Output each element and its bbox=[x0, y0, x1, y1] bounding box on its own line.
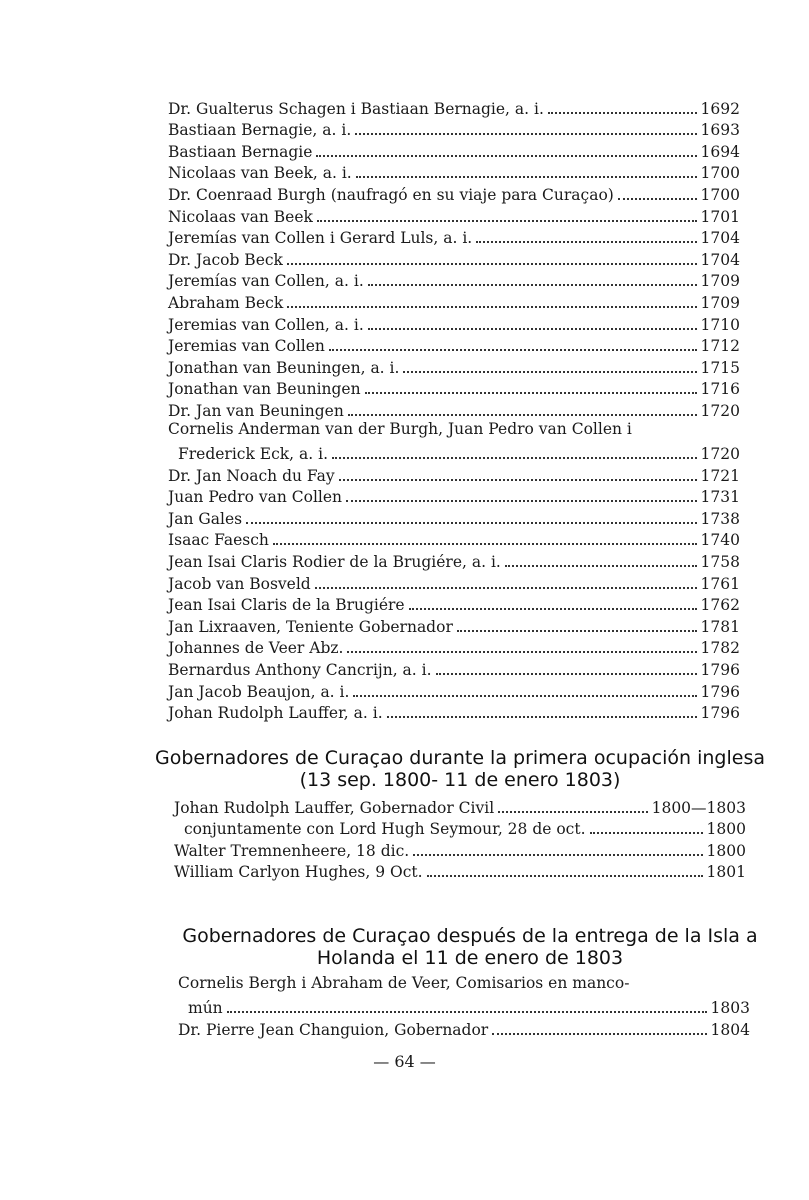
governor-name: Juan Pedro van Collen bbox=[168, 488, 343, 507]
list-item bbox=[168, 377, 740, 399]
governor-name: Dr. Gualterus Schagen i Bastiaan Bernagie, a. i. bbox=[168, 99, 544, 118]
dot-leader bbox=[287, 305, 696, 308]
dot-leader bbox=[246, 521, 696, 524]
list-item-text: Cornelis Anderman van der Burgh, Juan Pedro van Collen i bbox=[168, 419, 632, 438]
governor-year: 1694 bbox=[700, 142, 740, 161]
list-item bbox=[174, 860, 746, 882]
governor-name: Walter Tremnenheere, 18 dic. bbox=[174, 841, 410, 860]
governor-name: Dr. Jan van Beuningen bbox=[168, 401, 344, 420]
governor-year: 1704 bbox=[700, 229, 740, 248]
list-item bbox=[168, 182, 740, 204]
list-item bbox=[168, 549, 740, 571]
dot-leader bbox=[403, 370, 696, 373]
governor-name: Jan Lixraaven, Teniente Gobernador bbox=[168, 617, 453, 636]
governor-name: Nicolaas van Beek bbox=[168, 207, 313, 226]
governor-year: 1804 bbox=[710, 1020, 750, 1039]
dot-leader bbox=[353, 694, 696, 697]
governor-name: Jeremias van Collen bbox=[168, 337, 325, 356]
heading-line: (13 sep. 1800- 11 de enero 1803) bbox=[299, 769, 621, 791]
heading-line: Gobernadores de Curaçao durante la primera ocupación inglesa bbox=[155, 747, 765, 769]
dot-leader bbox=[346, 499, 697, 502]
governor-year: 1709 bbox=[700, 272, 740, 291]
governor-name: Jonathan van Beuningen bbox=[168, 380, 361, 399]
governor-year: 1796 bbox=[700, 704, 740, 723]
list-item bbox=[168, 226, 740, 248]
list-item bbox=[168, 485, 740, 507]
dot-leader bbox=[315, 586, 697, 589]
list-item bbox=[168, 355, 740, 377]
governor-year: 1715 bbox=[700, 358, 740, 377]
dot-leader bbox=[387, 715, 697, 718]
governor-year: 1738 bbox=[700, 509, 740, 528]
dot-leader bbox=[227, 1010, 707, 1013]
governor-name: conjuntamente con Lord Hugh Seymour, 28 de oct. bbox=[184, 820, 586, 839]
dot-leader bbox=[427, 874, 703, 877]
governor-year: 1740 bbox=[700, 531, 740, 550]
list-item bbox=[168, 312, 740, 334]
dot-leader bbox=[492, 1032, 706, 1035]
governor-name: Jean Isai Claris Rodier de la Brugiére, a. i. bbox=[168, 553, 501, 572]
heading-line: Holanda el 11 de enero de 1803 bbox=[316, 947, 624, 969]
governor-year: 1700 bbox=[700, 164, 740, 183]
dot-leader bbox=[356, 175, 697, 178]
governor-year: 1716 bbox=[700, 380, 740, 399]
governor-year: 1712 bbox=[700, 337, 740, 356]
governor-year: 1782 bbox=[700, 639, 740, 658]
dot-leader bbox=[273, 542, 697, 545]
list-item bbox=[174, 795, 746, 817]
governor-name: Nicolaas van Beek, a. i. bbox=[168, 164, 352, 183]
list-item bbox=[168, 571, 740, 593]
dot-leader bbox=[457, 629, 697, 632]
governors-list-main bbox=[168, 96, 740, 722]
list-item bbox=[168, 247, 740, 269]
governor-year: 1721 bbox=[700, 466, 740, 485]
list-item bbox=[168, 463, 740, 485]
dot-leader bbox=[329, 348, 697, 351]
dot-leader bbox=[413, 853, 702, 856]
list-item bbox=[168, 593, 740, 615]
governor-name: Jan Gales bbox=[168, 509, 243, 528]
governor-year: 1800 bbox=[706, 841, 746, 860]
dot-leader bbox=[339, 478, 697, 481]
section-heading-dutch-return bbox=[150, 925, 790, 969]
list-item bbox=[168, 139, 740, 161]
dot-leader bbox=[505, 564, 697, 567]
governor-name: Bernardus Anthony Cancrijn, a. i. bbox=[168, 661, 432, 680]
governors-list-dutch bbox=[178, 974, 750, 1039]
dot-leader bbox=[436, 672, 697, 675]
governor-year: 1704 bbox=[700, 250, 740, 269]
governor-year: 1803 bbox=[710, 999, 750, 1018]
governor-year: 1710 bbox=[700, 315, 740, 334]
dot-leader bbox=[618, 197, 697, 200]
governor-year: 1781 bbox=[700, 617, 740, 636]
governor-name: Dr. Jacob Beck bbox=[168, 250, 283, 269]
governors-list-british bbox=[174, 795, 746, 881]
governor-year: 1801 bbox=[706, 863, 746, 882]
list-item bbox=[168, 334, 740, 356]
governor-year: 1758 bbox=[700, 553, 740, 572]
list-item bbox=[168, 614, 740, 636]
dot-leader bbox=[365, 391, 697, 394]
list-item bbox=[168, 96, 740, 118]
governor-year: 1762 bbox=[700, 596, 740, 615]
governor-name: Johannes de Veer Abz. bbox=[168, 639, 344, 658]
governor-name: Jonathan van Beuningen, a. i. bbox=[168, 358, 400, 377]
list-item bbox=[168, 528, 740, 550]
governor-name: mún bbox=[188, 999, 223, 1018]
dot-leader bbox=[287, 262, 697, 265]
governor-name: Jacob van Bosveld bbox=[168, 574, 311, 593]
list-item bbox=[168, 701, 740, 723]
governor-year: 1796 bbox=[700, 682, 740, 701]
governor-name: Dr. Pierre Jean Changuion, Gobernador bbox=[178, 1020, 489, 1039]
governor-name: Johan Rudolph Lauffer, a. i. bbox=[168, 704, 383, 723]
governor-year: 1693 bbox=[700, 121, 740, 140]
governor-name: Jean Isai Claris de la Brugiére bbox=[168, 596, 405, 615]
list-item bbox=[168, 269, 740, 291]
list-item bbox=[168, 118, 740, 140]
list-item bbox=[168, 204, 740, 226]
governor-year: 1720 bbox=[700, 401, 740, 420]
governor-year: 1796 bbox=[700, 661, 740, 680]
list-item bbox=[168, 506, 740, 528]
governor-year: 1800—1803 bbox=[651, 798, 746, 817]
list-item bbox=[174, 838, 746, 860]
governor-name: Frederick Eck, a. i. bbox=[178, 445, 329, 464]
governor-year: 1700 bbox=[700, 185, 740, 204]
governor-year: 1692 bbox=[700, 99, 740, 118]
list-item bbox=[168, 636, 740, 658]
dot-leader bbox=[409, 607, 697, 610]
governor-year: 1701 bbox=[700, 207, 740, 226]
governor-name: Jeremías van Collen i Gerard Luls, a. i. bbox=[168, 229, 473, 248]
dot-leader bbox=[332, 456, 697, 459]
dot-leader bbox=[368, 327, 697, 330]
list-item bbox=[168, 161, 740, 183]
governor-name: Dr. Jan Noach du Fay bbox=[168, 466, 335, 485]
page-number: — 64 — bbox=[373, 1052, 436, 1071]
governor-year: 1800 bbox=[706, 820, 746, 839]
governor-name: William Carlyon Hughes, 9 Oct. bbox=[174, 863, 423, 882]
heading-line: Gobernadores de Curaçao después de la entrega de la Isla a bbox=[182, 925, 758, 947]
governor-name: Bastiaan Bernagie bbox=[168, 142, 313, 161]
governor-name: Bastiaan Bernagie, a. i. bbox=[168, 121, 352, 140]
dot-leader bbox=[590, 831, 703, 834]
list-item bbox=[168, 290, 740, 312]
governor-year: 1731 bbox=[700, 488, 740, 507]
governor-name: Isaac Faesch bbox=[168, 531, 269, 550]
governor-name: Dr. Coenraad Burgh (naufragó en su viaje para Curaçao) bbox=[168, 185, 614, 204]
dot-leader bbox=[317, 219, 697, 222]
list-item bbox=[168, 398, 740, 420]
dot-leader bbox=[347, 650, 696, 653]
governor-name: Jeremias van Collen, a. i. bbox=[168, 315, 364, 334]
dot-leader bbox=[316, 154, 696, 157]
governor-name: Johan Rudolph Lauffer, Gobernador Civil bbox=[174, 798, 495, 817]
dot-leader bbox=[476, 240, 696, 243]
list-item bbox=[174, 817, 746, 839]
list-item bbox=[168, 442, 740, 464]
governor-year: 1720 bbox=[700, 445, 740, 464]
governor-year: 1761 bbox=[700, 574, 740, 593]
list-item bbox=[178, 1017, 750, 1039]
governor-name: Abraham Beck bbox=[168, 293, 284, 312]
dot-leader bbox=[355, 132, 696, 135]
section-heading-british-occupation bbox=[150, 747, 770, 791]
dot-leader bbox=[368, 283, 697, 286]
list-item bbox=[168, 657, 740, 679]
list-item bbox=[168, 679, 740, 701]
dot-leader bbox=[498, 810, 647, 813]
list-item bbox=[178, 996, 750, 1018]
dot-leader bbox=[548, 111, 697, 114]
list-item-text: Cornelis Bergh i Abraham de Veer, Comisarios en manco- bbox=[178, 974, 630, 992]
governor-name: Jan Jacob Beaujon, a. i. bbox=[168, 682, 350, 701]
dot-leader bbox=[348, 413, 697, 416]
governor-name: Jeremías van Collen, a. i. bbox=[168, 272, 364, 291]
governor-year: 1709 bbox=[700, 293, 740, 312]
